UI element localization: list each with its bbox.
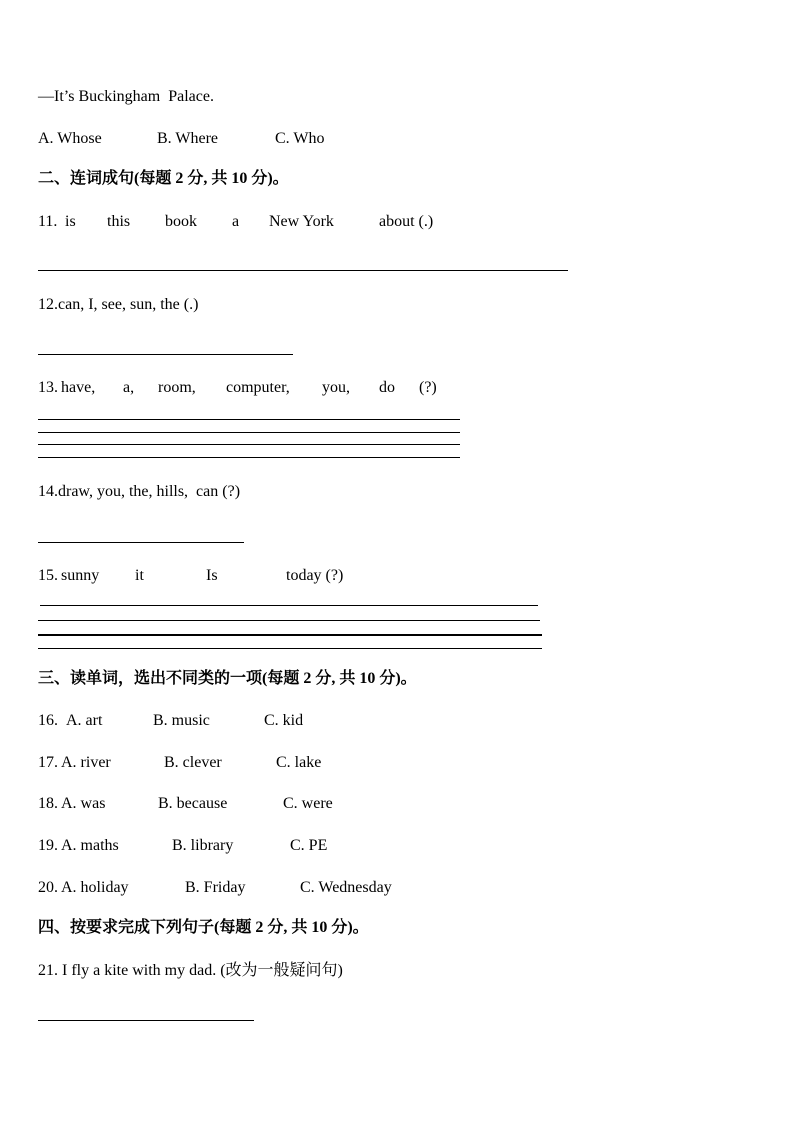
q21-text: 21. I fly a kite with my dad. (改为一般疑问句) [38, 962, 343, 979]
q16-option-c: C. kid [264, 712, 304, 729]
section-2-heading: 二、连词成句(每题 2 分, 共 10 分)。 [38, 170, 289, 187]
q17-option-c: C. lake [276, 754, 322, 771]
q20-option-c: C. Wednesday [300, 879, 392, 896]
q13-answer-line[interactable] [38, 444, 460, 445]
q10-option-b: B. Where [157, 130, 219, 147]
q13-word: room, [158, 379, 196, 396]
section-4-heading: 四、按要求完成下列句子(每题 2 分, 共 10 分)。 [38, 919, 369, 936]
q19-number: 19. [38, 837, 58, 854]
q15-answer-line[interactable] [40, 605, 538, 606]
q14-text: 14.draw, you, the, hills, can (?) [38, 483, 241, 500]
q15-answer-line[interactable] [38, 648, 542, 649]
q16-option-a: A. art [66, 712, 103, 729]
q11-word: this [107, 213, 131, 230]
q11-word: is [65, 213, 76, 230]
q17-option-b: B. clever [164, 754, 222, 771]
q20-number: 20. [38, 879, 58, 896]
q13-answer-line[interactable] [38, 432, 460, 433]
q11-word: about (.) [379, 213, 434, 230]
q10-answer-line: —It’s Buckingham Palace. [38, 88, 214, 105]
q12-answer-line[interactable] [38, 354, 293, 355]
q15-number: 15. [38, 567, 58, 584]
q16-number: 16. [38, 712, 58, 729]
q13-word: (?) [419, 379, 437, 396]
q13-word: have, [61, 379, 96, 396]
q15-answer-line[interactable] [38, 620, 540, 621]
q13-answer-line[interactable] [38, 457, 460, 458]
q15-word: Is [206, 567, 218, 584]
q13-word: computer, [226, 379, 290, 396]
q13-number: 13. [38, 379, 58, 396]
q18-option-a: A. was [61, 795, 106, 812]
q19-option-b: B. library [172, 837, 234, 854]
q13-word: do [379, 379, 395, 396]
q11-word: book [165, 213, 197, 230]
q13-word: you, [322, 379, 350, 396]
q20-option-a: A. holiday [61, 879, 129, 896]
section-3-heading: 三、读单词，选出不同类的一项(每题 2 分, 共 10 分)。 [38, 670, 417, 687]
q11-number: 11. [38, 213, 58, 230]
q21-answer-line[interactable] [38, 1020, 254, 1021]
q13-word: a, [123, 379, 135, 396]
q20-option-b: B. Friday [185, 879, 246, 896]
q12-text: 12.can, I, see, sun, the (.) [38, 296, 199, 313]
q10-option-c: C. Who [275, 130, 325, 147]
q10-option-a: A. Whose [38, 130, 102, 147]
q11-answer-line[interactable] [38, 270, 568, 271]
q15-word: today (?) [286, 567, 344, 584]
q15-answer-line[interactable] [38, 634, 542, 636]
q11-word: New York [269, 213, 334, 230]
q15-word: sunny [61, 567, 100, 584]
q19-option-c: C. PE [290, 837, 328, 854]
q18-number: 18. [38, 795, 58, 812]
q18-option-b: B. because [158, 795, 228, 812]
q16-option-b: B. music [153, 712, 210, 729]
q15-word: it [135, 567, 144, 584]
q11-word: a [232, 213, 240, 230]
q13-answer-line[interactable] [38, 419, 460, 420]
q19-option-a: A. maths [61, 837, 119, 854]
q14-answer-line[interactable] [38, 542, 244, 543]
q17-option-a: A. river [61, 754, 111, 771]
q17-number: 17. [38, 754, 58, 771]
q18-option-c: C. were [283, 795, 333, 812]
